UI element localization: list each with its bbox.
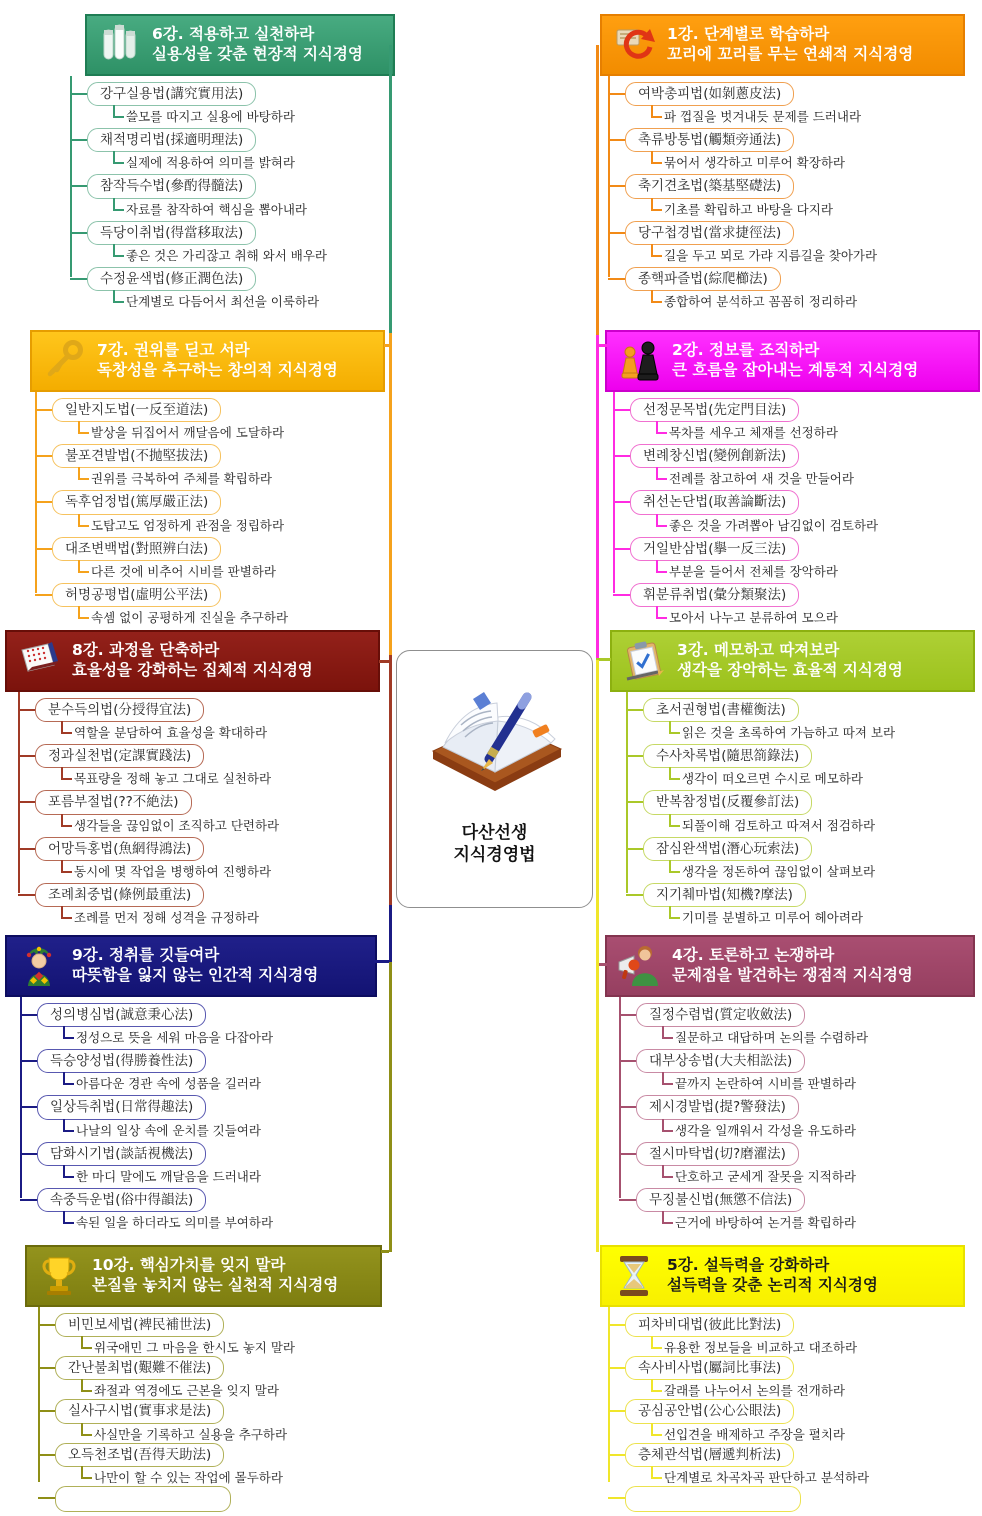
- method-item: [38, 1443, 382, 1486]
- method-item: [18, 744, 380, 788]
- method-item: [608, 128, 965, 172]
- method-box[interactable]: 분수득의법(分授得宜法): [35, 698, 204, 722]
- method-item: [619, 1049, 975, 1093]
- section-header[interactable]: [5, 935, 377, 997]
- method-description[interactable]: 유용한 정보들을 비교하고 대조하라: [651, 1339, 965, 1356]
- method-description[interactable]: 사실만을 기록하고 실용을 추구하라: [81, 1426, 382, 1443]
- section-lecture-3: [610, 630, 975, 929]
- method-box[interactable]: 성의병심법(誠意秉心法): [37, 1003, 206, 1027]
- section-lecture-5: [600, 1245, 965, 1516]
- method-item: [608, 1313, 965, 1356]
- section-header[interactable]: [30, 330, 385, 392]
- method-list: [35, 398, 385, 627]
- branch-connector-line: [379, 660, 389, 663]
- method-box[interactable]: 층체관석법(層遞判析法): [625, 1443, 794, 1467]
- method-box[interactable]: 실사구시법(實事求是法): [55, 1399, 224, 1423]
- method-description[interactable]: 생각을 일깨워서 각성을 유도하라: [662, 1122, 975, 1140]
- method-description[interactable]: 목차를 세우고 체재를 선정하라: [656, 424, 980, 442]
- method-box[interactable]: 거일반삼법(擧一反三法): [630, 537, 799, 561]
- method-item: [626, 790, 975, 834]
- jester-icon: [13, 941, 65, 991]
- section-subtitle: 효율성을 강화하는 집체적 지식경영: [72, 661, 313, 679]
- branch-connector-line: [389, 45, 392, 333]
- section-title: 5강. 설득력을 강화하라: [667, 1256, 830, 1275]
- section-subtitle: 꼬리에 꼬리를 무는 연쇄적 지식경영: [667, 45, 914, 63]
- method-item: [626, 883, 975, 927]
- method-description[interactable]: 모아서 나누고 분류하여 모으라: [656, 609, 980, 627]
- method-item: [626, 837, 975, 881]
- branch-connector-line: [389, 655, 392, 905]
- section-subtitle: 독창성을 추구하는 창의적 지식경영: [97, 361, 338, 379]
- clipboard-check-icon: [618, 636, 670, 686]
- method-list: [626, 698, 975, 927]
- method-item: [20, 1188, 377, 1232]
- section-header[interactable]: [25, 1245, 382, 1307]
- method-item: [626, 744, 975, 788]
- method-description[interactable]: 다른 것에 비추어 시비를 판별하라: [78, 563, 385, 581]
- method-box[interactable]: 취선논단법(取善論斷法): [630, 490, 799, 514]
- method-item: [35, 444, 385, 488]
- section-subtitle: 생각을 장악하는 효율적 지식경영: [677, 661, 903, 679]
- method-box[interactable]: 강구실용법(講究實用法): [87, 82, 256, 106]
- method-description[interactable]: 질문하고 대답하며 논의를 수렴하라: [662, 1029, 975, 1047]
- method-box[interactable]: 오득천조법(吾得天助法): [55, 1443, 224, 1467]
- method-box[interactable]: 정과실천법(定課實踐法): [35, 744, 204, 768]
- branch-connector-line: [389, 333, 392, 655]
- method-box[interactable]: 수정윤색법(修正潤色法): [87, 267, 256, 291]
- method-description[interactable]: 길을 두고 뫼로 가랴 지름길을 찾아가라: [651, 247, 965, 265]
- method-box[interactable]: 일상득취법(日常得趣法): [37, 1095, 206, 1119]
- method-item: [619, 1188, 975, 1232]
- section-subtitle: 실용성을 갖춘 현장적 지식경영: [152, 45, 363, 63]
- method-item: [613, 490, 980, 534]
- section-header[interactable]: [610, 630, 975, 692]
- method-box[interactable]: 독후엄정법(篤厚嚴正法): [52, 490, 221, 514]
- method-list: [608, 82, 965, 311]
- method-item: [38, 1313, 382, 1356]
- key-icon: [38, 336, 90, 386]
- method-item: [613, 444, 980, 488]
- method-item: [608, 1356, 965, 1399]
- method-box[interactable]: 불포견발법(不抛堅拔法): [52, 444, 221, 468]
- section-lecture-7: [20, 330, 385, 629]
- method-box[interactable]: 지기췌마법(知機?摩法): [643, 883, 806, 907]
- section-lecture-8: [5, 630, 380, 929]
- chess-pawns-icon: [613, 336, 665, 386]
- method-list: [18, 698, 380, 927]
- method-item: [38, 1399, 382, 1442]
- section-title: 4강. 토론하고 논쟁하라: [672, 946, 835, 965]
- method-box[interactable]: 비민보세법(裨民補世法): [55, 1313, 224, 1337]
- section-title: 8강. 과정을 단축하라: [72, 641, 220, 660]
- method-item: [38, 1486, 382, 1516]
- method-item: [608, 174, 965, 218]
- method-description[interactable]: 한 마디 말에도 깨달음을 드러내라: [63, 1168, 377, 1186]
- method-description[interactable]: 되풀이해 검토하고 따져서 점검하라: [669, 817, 975, 835]
- method-description[interactable]: 단계별로 차곡차곡 판단하고 분석하라: [651, 1469, 965, 1486]
- method-box[interactable]: 초서권형법(書權衡法): [643, 698, 799, 722]
- method-box[interactable]: 일반지도법(一反至道法): [52, 398, 221, 422]
- method-description[interactable]: 끝까지 논란하여 시비를 판별하라: [662, 1075, 975, 1093]
- method-list: [613, 398, 980, 627]
- method-description[interactable]: 단호하고 굳세게 잘못을 지적하라: [662, 1168, 975, 1186]
- method-box[interactable]: 조례최중법(條例最重法): [35, 883, 204, 907]
- method-box[interactable]: 종핵파즐법(綜爬櫛法): [625, 267, 781, 291]
- method-description[interactable]: 도탑고도 엄정하게 관점을 정립하라: [78, 517, 385, 535]
- method-description[interactable]: 좋은 것을 가려뽑아 남김없이 검토하라: [656, 517, 980, 535]
- method-box[interactable]: 득승양성법(得勝養性法): [37, 1049, 206, 1073]
- method-description[interactable]: 위국애민 그 마음을 한시도 놓지 말라: [81, 1339, 382, 1356]
- method-description[interactable]: 생각들을 끊임없이 조직하고 단련하라: [61, 817, 380, 835]
- method-item: [20, 1003, 377, 1047]
- method-box[interactable]: 제시경발법(提?警發法): [636, 1095, 799, 1119]
- method-item: [608, 1486, 965, 1516]
- method-box[interactable]: [625, 1486, 801, 1512]
- method-item: [608, 221, 965, 265]
- branch-connector-line: [596, 660, 599, 1252]
- section-lecture-10: [25, 1245, 382, 1516]
- method-item: [626, 698, 975, 742]
- branch-connector-line: [384, 344, 390, 347]
- section-title: 7강. 권위를 딛고 서라: [97, 341, 250, 360]
- method-box[interactable]: 변례창신법(變例創新法): [630, 444, 799, 468]
- method-box[interactable]: 담화시기법(談話視機法): [37, 1142, 206, 1166]
- method-description[interactable]: 속된 일을 하더라도 의미를 부여하라: [63, 1214, 377, 1232]
- method-list: [20, 1003, 377, 1232]
- circular-arrows-icon: [608, 20, 660, 70]
- center-topic-node[interactable]: [396, 650, 593, 908]
- branch-connector-line: [599, 344, 607, 347]
- test-tubes-icon: [93, 20, 145, 70]
- method-box[interactable]: [55, 1486, 231, 1512]
- method-description[interactable]: 기초를 확립하고 바탕을 다지라: [651, 201, 965, 219]
- section-lecture-1: [600, 14, 965, 313]
- branch-connector-line: [596, 335, 599, 658]
- method-item: [608, 1399, 965, 1442]
- method-box[interactable]: 대조변백법(對照辨白法): [52, 537, 221, 561]
- method-list: [619, 1003, 975, 1232]
- method-item: [70, 267, 395, 311]
- method-description[interactable]: 나날의 일상 속에 운치를 깃들여라: [63, 1122, 377, 1140]
- method-description[interactable]: 목표량을 정해 놓고 그대로 실천하라: [61, 770, 380, 788]
- method-item: [20, 1095, 377, 1139]
- method-description[interactable]: 조례를 먼저 정해 성격을 규정하라: [61, 909, 380, 927]
- method-box[interactable]: 수사차록법(隨思箚錄法): [643, 744, 812, 768]
- method-item: [619, 1003, 975, 1047]
- method-description[interactable]: 묶어서 생각하고 미루어 확장하라: [651, 154, 965, 172]
- method-description[interactable]: 동시에 몇 작업을 병행하여 진행하라: [61, 863, 380, 881]
- section-title: 6강. 적용하고 실천하라: [152, 25, 315, 44]
- section-lecture-4: [605, 935, 975, 1234]
- method-description[interactable]: 파 껍질을 벗겨내듯 문제를 드러내라: [651, 108, 965, 126]
- method-box[interactable]: 허명공평법(虛明公平法): [52, 583, 221, 607]
- method-item: [613, 583, 980, 627]
- method-description[interactable]: 종합하여 분석하고 꼼꼼히 정리하라: [651, 293, 965, 311]
- method-item: [35, 537, 385, 581]
- method-box[interactable]: 선정문목법(先定門目法): [630, 398, 799, 422]
- method-box[interactable]: 공심공안법(公心公眼法): [625, 1399, 794, 1423]
- method-description[interactable]: 실제에 적용하여 의미를 밝혀라: [113, 154, 395, 172]
- branch-connector-line: [596, 45, 599, 335]
- section-header[interactable]: [605, 330, 980, 392]
- method-item: [619, 1142, 975, 1186]
- method-box[interactable]: 무징불신법(無懲不信法): [636, 1188, 805, 1212]
- method-item: [613, 537, 980, 581]
- method-description[interactable]: 생각이 떠오르면 수시로 메모하라: [669, 770, 975, 788]
- branch-connector-line: [389, 905, 392, 962]
- method-description[interactable]: 아름다운 경관 속에 성품을 길러라: [63, 1075, 377, 1093]
- method-description[interactable]: 속셈 없이 공평하게 진실을 추구하라: [78, 609, 385, 627]
- section-subtitle: 본질을 놓치지 않는 실천적 지식경영: [92, 1276, 339, 1294]
- section-subtitle: 설득력을 갖춘 논리적 지식경영: [667, 1276, 878, 1294]
- method-item: [18, 883, 380, 927]
- method-box[interactable]: 축기견초법(築基堅礎法): [625, 174, 794, 198]
- method-list: [38, 1313, 382, 1516]
- method-description[interactable]: 정성으로 뜻을 세워 마음을 다잡아라: [63, 1029, 377, 1047]
- method-description[interactable]: 좌절과 역경에도 근본을 잊지 말라: [81, 1382, 382, 1399]
- section-subtitle: 문제점을 발견하는 쟁점적 지식경영: [672, 966, 913, 984]
- method-description[interactable]: 갈래를 나누어서 논의를 전개하라: [651, 1382, 965, 1399]
- method-item: [18, 837, 380, 881]
- method-description[interactable]: 읽은 것을 초록하여 가늠하고 따져 보라: [669, 724, 975, 742]
- method-box[interactable]: 포름부절법(??不絶法): [35, 790, 192, 814]
- section-title: 10강. 핵심가치를 잊지 말라: [92, 1256, 286, 1275]
- method-description[interactable]: 기미를 분별하고 미루어 헤아려라: [669, 909, 975, 927]
- method-box[interactable]: 질정수렴법(質定收斂法): [636, 1003, 805, 1027]
- section-header[interactable]: [600, 14, 965, 76]
- method-description[interactable]: 근거에 바탕하여 논거를 확립하라: [662, 1214, 975, 1232]
- method-item: [35, 398, 385, 442]
- method-item: [20, 1142, 377, 1186]
- method-box[interactable]: 당구첩경법(當求捷徑法): [625, 221, 794, 245]
- method-description[interactable]: 자료를 참작하여 핵심을 뽑아내라: [113, 201, 395, 219]
- section-subtitle: 따뜻함을 잃지 않는 인간적 지식경영: [72, 966, 319, 984]
- method-item: [70, 221, 395, 265]
- method-item: [619, 1095, 975, 1139]
- section-header[interactable]: [605, 935, 975, 997]
- book-pen-image: [415, 669, 575, 808]
- method-box[interactable]: 휘분류취법(彙分類聚法): [630, 583, 799, 607]
- branch-connector-line: [381, 1250, 389, 1253]
- method-item: [608, 1443, 965, 1486]
- method-description[interactable]: 쓸모를 따지고 실용에 바탕하라: [113, 108, 395, 126]
- section-lecture-2: [605, 330, 980, 629]
- method-item: [613, 398, 980, 442]
- section-title: 2강. 정보를 조직하라: [672, 341, 820, 360]
- method-item: [35, 490, 385, 534]
- branch-connector-line: [389, 962, 392, 1252]
- center-title-line1: 다산선생: [461, 823, 528, 843]
- method-box[interactable]: 득당이취법(得當移取法): [87, 221, 256, 245]
- method-item: [18, 790, 380, 834]
- method-box[interactable]: 피차비대법(彼此比對法): [625, 1313, 794, 1337]
- method-box[interactable]: 속사비사법(屬詞比事法): [625, 1356, 794, 1380]
- method-box[interactable]: 채적명리법(採適明理法): [87, 128, 256, 152]
- method-box[interactable]: 참작득수법(參酌得髓法): [87, 174, 256, 198]
- method-box[interactable]: 여박총피법(如剝蔥皮法): [625, 82, 794, 106]
- branch-connector-line: [599, 963, 607, 966]
- section-lecture-6: [55, 14, 395, 313]
- section-subtitle: 큰 흐름을 잡아내는 계통적 지식경영: [672, 361, 919, 379]
- section-title: 1강. 단계별로 학습하라: [667, 25, 830, 44]
- section-title: 9강. 정취를 깃들여라: [72, 946, 220, 965]
- method-description[interactable]: 전례를 참고하여 새 것을 만들어라: [656, 470, 980, 488]
- method-box[interactable]: 잠심완색법(潛心玩索法): [643, 837, 812, 861]
- method-item: [35, 583, 385, 627]
- method-description[interactable]: 발상을 뒤집어서 깨달음에 도달하라: [78, 424, 385, 442]
- method-description[interactable]: 권위를 극복하여 주체를 확립하라: [78, 470, 385, 488]
- method-item: [70, 82, 395, 126]
- method-box[interactable]: 대부상송법(大夫相訟法): [636, 1049, 805, 1073]
- hourglass-icon: [608, 1251, 660, 1301]
- megaphone-speaker-icon: [613, 941, 665, 991]
- method-item: [608, 82, 965, 126]
- method-box[interactable]: 반복참정법(反覆參訂法): [643, 790, 812, 814]
- method-box[interactable]: 촉류방통법(觸類旁通法): [625, 128, 794, 152]
- method-description[interactable]: 단계별로 다듬어서 최선을 이룩하라: [113, 293, 395, 311]
- method-item: [20, 1049, 377, 1093]
- method-box[interactable]: 어망득홍법(魚網得鴻法): [35, 837, 204, 861]
- method-list: [608, 1313, 965, 1516]
- branch-connector-line: [374, 960, 389, 963]
- section-lecture-9: [5, 935, 377, 1234]
- section-header[interactable]: [5, 630, 380, 692]
- method-description[interactable]: 부분을 들어서 전체를 장악하라: [656, 563, 980, 581]
- section-title: 3강. 메모하고 따져보라: [677, 641, 840, 660]
- section-header[interactable]: [600, 1245, 965, 1307]
- center-topic-title: [453, 822, 535, 866]
- trophy-icon: [33, 1251, 85, 1301]
- method-item: [608, 267, 965, 311]
- desk-calendar-icon: [13, 636, 65, 686]
- method-box[interactable]: 간난불최법(艱難不催法): [55, 1356, 224, 1380]
- method-description[interactable]: 나만이 할 수 있는 작업에 몰두하라: [81, 1469, 382, 1486]
- method-description[interactable]: 선입견을 배제하고 주장을 펼치라: [651, 1426, 965, 1443]
- method-box[interactable]: 절시마탁법(切?磨濯法): [636, 1142, 799, 1166]
- method-item: [70, 174, 395, 218]
- method-list: [70, 82, 395, 311]
- method-description[interactable]: 역할을 분담하여 효율성을 확대하라: [61, 724, 380, 742]
- method-item: [18, 698, 380, 742]
- method-description[interactable]: 생각을 정돈하여 끊임없이 살펴보라: [669, 863, 975, 881]
- center-title-line2: 지식경영법: [453, 845, 536, 866]
- section-header[interactable]: [85, 14, 395, 76]
- method-description[interactable]: 좋은 것은 가리잖고 취해 와서 배우라: [113, 247, 395, 265]
- method-item: [70, 128, 395, 172]
- method-box[interactable]: 속중득운법(俗中得韻法): [37, 1188, 206, 1212]
- method-item: [38, 1356, 382, 1399]
